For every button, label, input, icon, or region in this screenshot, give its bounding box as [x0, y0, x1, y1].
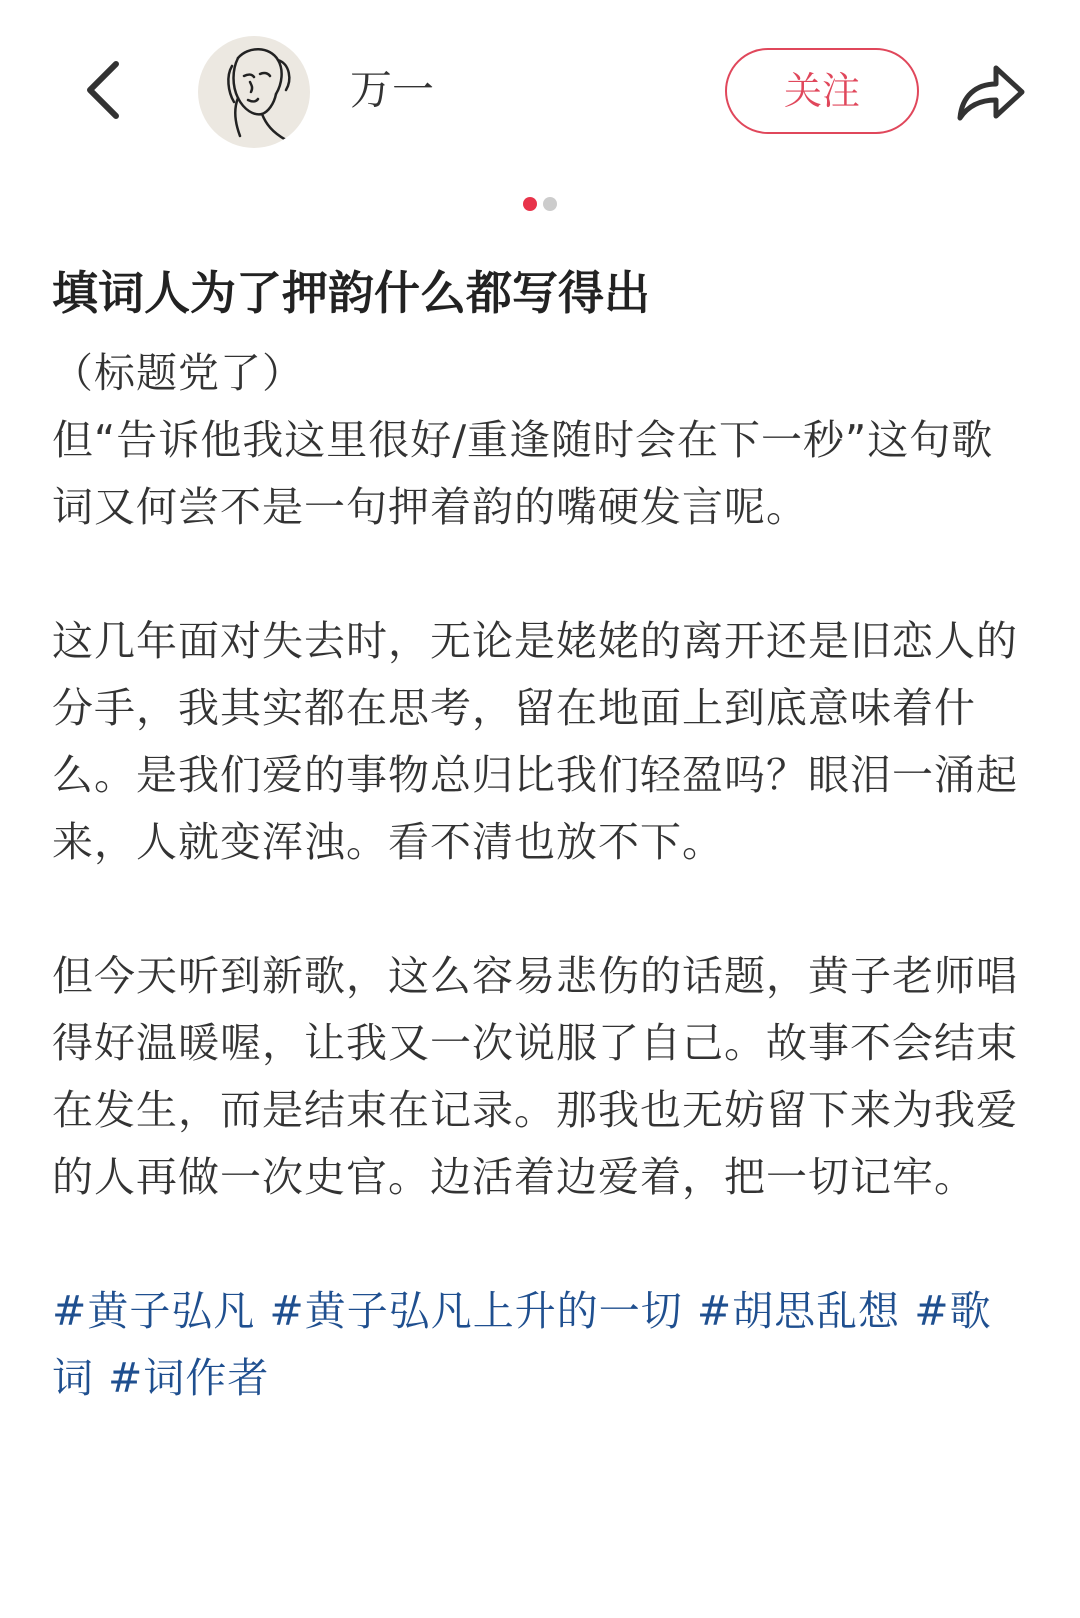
hashtag[interactable]: #黄子弘凡上升的一切 [269, 1287, 683, 1335]
paragraph-gap [52, 541, 1022, 608]
share-button[interactable] [952, 56, 1028, 128]
post-paragraph: 这几年面对失去时，无论是姥姥的离开还是旧恋人的分手，我其实都在思考，留在地面上到底意味着什么。是我们爱的事物总归比我们轻盈吗？眼泪一涌起来，人就变浑浊。看不清也放不下。 [52, 617, 1018, 866]
follow-button[interactable]: 关注 [725, 48, 919, 134]
paragraph-gap [52, 876, 1022, 943]
carousel-dot [543, 197, 557, 211]
post-paragraph: 但“告诉他我这里很好/重逢随时会在下一秒”这句歌词又何尝不是一句押着韵的嘴硬发言呢。 [52, 416, 994, 531]
hashtag[interactable]: #黄子弘凡 [52, 1287, 256, 1335]
carousel-dot-active [523, 197, 537, 211]
hashtag[interactable]: #歌词 [52, 1287, 992, 1402]
hashtag[interactable]: #胡思乱想 [696, 1287, 901, 1335]
author-name[interactable]: 万一 [350, 65, 435, 114]
tag-list [52, 1278, 1022, 1412]
author-avatar[interactable] [198, 36, 310, 148]
share-arrow-icon [952, 56, 1028, 128]
post-paragraph: 但今天听到新歌，这么容易悲伤的话题，黄子老师唱得好温暖喔，让我又一次说服了自己。故事不会结束在发生，而是结束在记录。那我也无妨留下来为我爱的人再做一次史官。边活着边爱着，把一切记牢。 [52, 952, 1018, 1201]
hashtag[interactable]: #词作者 [108, 1354, 270, 1402]
post-header [0, 0, 1080, 180]
back-button[interactable] [78, 58, 138, 122]
post-content [52, 258, 1022, 1412]
post-body [52, 340, 1022, 1278]
paragraph-gap [52, 1211, 1022, 1278]
chevron-left-icon [78, 58, 138, 122]
carousel-indicator [0, 197, 1080, 213]
post-paragraph: （标题党了） [52, 349, 304, 397]
face-sketch-icon [198, 36, 310, 148]
post-title: 填词人为了押韵什么都写得出 [52, 266, 650, 320]
